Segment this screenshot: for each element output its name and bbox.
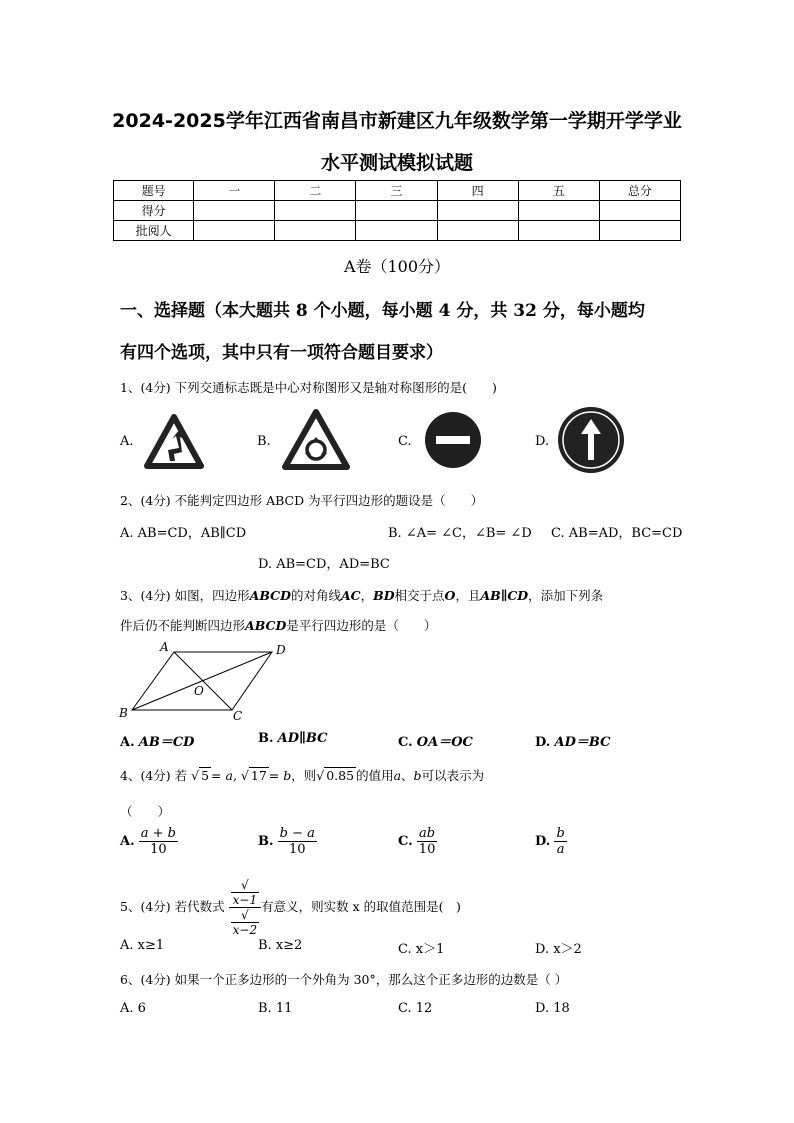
- question-3-stem-line1: 3、(4分) 如图，四边形ABCD的对角线AC，BD相交于点O，且AB∥CD，添加下列条: [120, 588, 604, 603]
- table-header-cell: 二: [275, 181, 356, 201]
- q2-option-d[interactable]: D. AB=CD，AD=BC: [258, 557, 390, 572]
- score-cell[interactable]: [194, 201, 275, 221]
- table-header-cell: 五: [518, 181, 599, 201]
- table-header-cell: 四: [437, 181, 518, 201]
- question-2-stem: 2、(4分) 不能判定四边形 ABCD 为平行四边形的题设是（ ）: [120, 493, 484, 508]
- q2-option-a[interactable]: A. AB=CD，AB∥CD: [120, 526, 247, 541]
- score-row: [114, 201, 681, 221]
- score-cell[interactable]: [599, 201, 680, 221]
- grader-cell[interactable]: [599, 221, 680, 241]
- q4-option-a[interactable]: A. $\frac{a + b}{10}$: [120, 826, 176, 857]
- table-header-cell: 题号: [114, 181, 194, 201]
- question-1-stem: 1、(4分) 下列交通标志既是中心对称图形又是轴对称图形的是( ): [120, 380, 497, 395]
- q5-option-c[interactable]: C. x＞1: [398, 942, 445, 957]
- q6-option-d[interactable]: D. 18: [535, 1001, 570, 1016]
- section-heading-line2: 有四个选项，其中只有一项符合题目要求）: [120, 343, 443, 363]
- point-o-label: O: [194, 684, 204, 698]
- section-heading-line1: 一、选择题（本大题共 8 个小题，每小题 4 分，共 32 分，每小题均: [120, 301, 645, 321]
- q4-option-b[interactable]: B. $\frac{b - a}{10}$: [258, 826, 315, 857]
- grader-cell[interactable]: [275, 221, 356, 241]
- row-label-grader: 批阅人: [114, 221, 194, 241]
- straight-ahead-sign-icon[interactable]: [557, 406, 625, 474]
- q5-option-d[interactable]: D. x＞2: [535, 942, 582, 957]
- q2-option-b[interactable]: B. ∠A= ∠C，∠B= ∠D: [388, 526, 532, 541]
- question-3-stem-line2: 件后仍不能判断四边形ABCD是平行四边形的是（ ）: [120, 618, 437, 633]
- q6-option-b[interactable]: B. 11: [258, 1001, 293, 1016]
- vertex-b-label: B: [119, 706, 128, 720]
- q3-option-a[interactable]: A. AB＝CD: [120, 735, 195, 750]
- table-header-cell: 三: [356, 181, 437, 201]
- grader-cell[interactable]: [194, 221, 275, 241]
- q1-option-d-label[interactable]: D.: [535, 434, 550, 449]
- grader-row: [114, 221, 681, 241]
- score-cell[interactable]: [356, 201, 437, 221]
- q3-option-b[interactable]: B. AD∥BC: [258, 731, 328, 746]
- table-header-cell: 总分: [599, 181, 680, 201]
- question-5-stem: 5、(4分) 若代数式 √ x−1 √ x−2 有意义，则实数 x 的取值范围是( ): [120, 878, 461, 937]
- score-cell[interactable]: [437, 201, 518, 221]
- q2-option-c[interactable]: C. AB=AD，BC=CD: [551, 526, 683, 541]
- score-table-header-row: [114, 181, 681, 201]
- question-4-stem: 4、(4分) 若 √ 5 = a, √ 17 = b，则√ 0.85 的值用a、b可以表示为: [120, 768, 485, 783]
- q1-option-a-label[interactable]: A.: [120, 434, 134, 449]
- zigzag-warning-sign-icon[interactable]: [144, 414, 204, 470]
- grader-cell[interactable]: [518, 221, 599, 241]
- q6-option-a[interactable]: A. 6: [120, 1001, 146, 1016]
- page-title-line2: 水平测试模拟试题: [320, 152, 473, 174]
- vertex-a-label: A: [160, 640, 169, 654]
- no-entry-sign-icon[interactable]: [424, 411, 482, 469]
- q3-option-d[interactable]: D. AD＝BC: [535, 735, 611, 750]
- question-6-stem: 6、(4分) 如果一个正多边形的一个外角为 30°，那么这个正多边形的边数是（ ）: [120, 972, 568, 987]
- volume-title: A卷（100分）: [343, 257, 451, 276]
- q1-option-c-label[interactable]: C.: [398, 434, 412, 449]
- row-label-score: 得分: [114, 201, 194, 221]
- score-cell[interactable]: [518, 201, 599, 221]
- q4-option-c[interactable]: C. $\frac{ab}{10}$: [398, 826, 436, 857]
- q4-option-d[interactable]: D. $\frac{b}{a}$: [535, 826, 565, 857]
- vertex-c-label: C: [233, 709, 243, 723]
- question-4-answer-paren: （ ）: [120, 804, 171, 819]
- table-header-cell: 一: [194, 181, 275, 201]
- q1-option-b-label[interactable]: B.: [257, 434, 271, 449]
- score-table: [113, 180, 681, 241]
- vertex-d-label: D: [276, 643, 286, 657]
- parallelogram-figure: [116, 638, 292, 724]
- score-cell[interactable]: [275, 201, 356, 221]
- grader-cell[interactable]: [356, 221, 437, 241]
- q5-option-b[interactable]: B. x≥2: [258, 938, 303, 953]
- q5-option-a[interactable]: A. x≥1: [120, 938, 165, 953]
- q3-option-c[interactable]: C. OA＝OC: [398, 735, 473, 750]
- q6-option-c[interactable]: C. 12: [398, 1001, 433, 1016]
- page-title-line1: 2024-2025学年江西省南昌市新建区九年级数学第一学期开学学业: [112, 110, 682, 132]
- grader-cell[interactable]: [437, 221, 518, 241]
- roundabout-sign-icon[interactable]: [282, 409, 350, 471]
